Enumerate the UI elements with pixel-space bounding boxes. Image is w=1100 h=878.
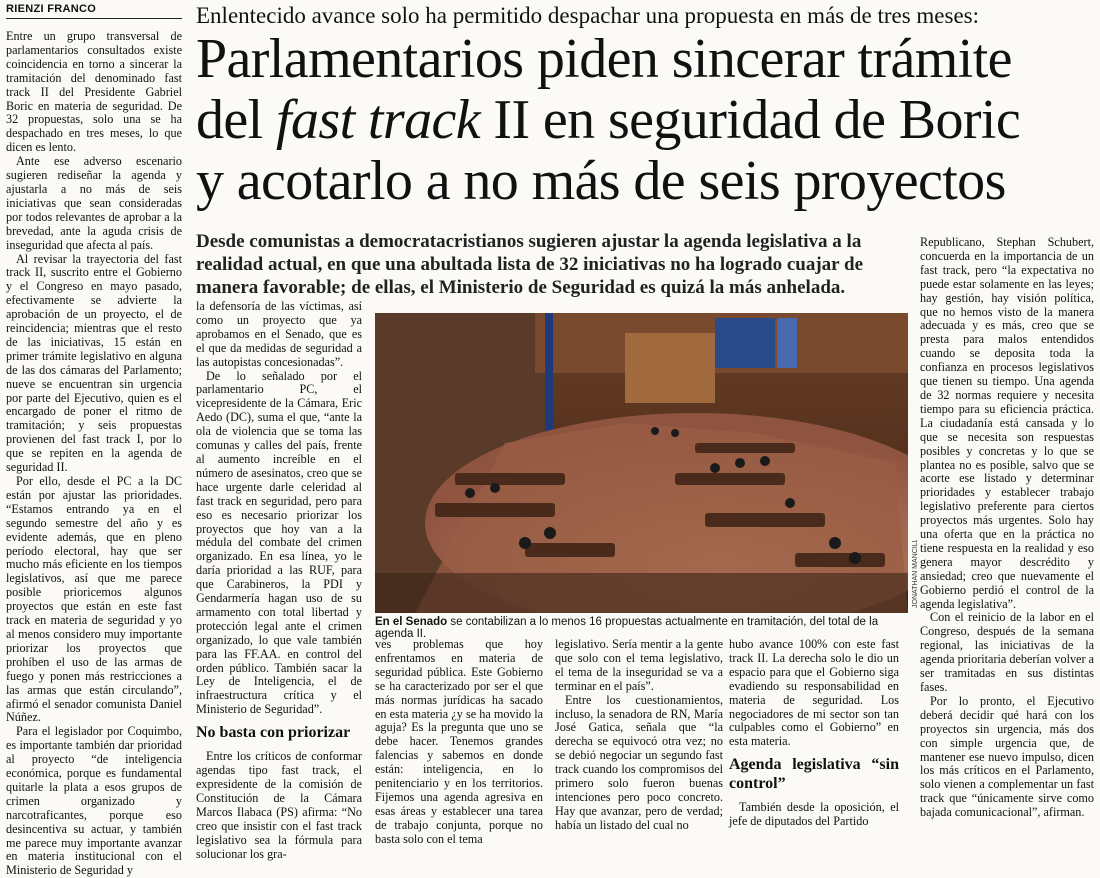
article-column-5	[555, 638, 723, 833]
article-column-7	[920, 236, 1094, 820]
paragraph: hubo avance 100% con este fast track II. La derecha solo le dio un espacio para que el Gobierno siga evadiendo su responsabilidad en materia de seguridad. Los negociadores de mi sector son tan culpables como el Gobierno” en esta materia.	[729, 637, 899, 749]
senate-photo	[375, 313, 908, 613]
headline-line-2: del fast track II en seguridad de Boric	[196, 89, 1021, 151]
paragraph: Entre los cuestionamientos, incluso, la senadora de RN, María José Gatica, señala que “la derecha se equivocó otra vez; no se debió negociar un segundo fast track cuando los compromisos del primero solo fueron buenas intenciones pero poco concreto. Hay que avanzar, pero de verdad; había un listado del cual no	[555, 692, 723, 832]
caption-bold: En el Senado	[375, 616, 448, 628]
headline-line-1: Parlamentarios piden sincerar trámite	[196, 28, 1012, 90]
paragraph: Por lo pronto, el Ejecutivo deberá decidir qué hará con los proyectos sin urgencia, más dos con simple urgencia que, de mantener ese nuevo impulso, dicen los más críticos en el Parlamento, solo vienen a complementar un fast track que “únicamente sirve como bajada comunicacional”, afirman.	[920, 693, 1094, 820]
subhead-agenda-legislativa: Agenda legislativa “sin control”	[729, 756, 899, 793]
paragraph: ves problemas que hoy enfrentamos en materia de seguridad pública. Este Gobierno se ha caracterizado por ser el que más normas jurídicas ha sacado en esta materia ¿y se ha movido la aguja? Es la pregunta que uno se debe hacer. Tenemos grandes falencias y sabemos en donde están: inteligencia, en lo penitenciario y en los territorios. Fijemos una agenda agresiva en esas áreas y establecer una tarea de trabajo conjunta, porque no basta solo con el tema	[375, 637, 543, 846]
paragraph: legislativo. Sería mentir a la gente que solo con el tema legislativo, el tema de la inseguridad se va a terminar en el país”.	[555, 637, 723, 693]
headline	[196, 29, 1020, 212]
paragraph: Republicano, Stephan Schubert, concuerda en la importancia de un fast track, pero “la expectativa no puede estar solamente en las leyes; hay gestión, hay visión política, que no hemos visto de la manera adecuada y es más, creo que se presta para malos entendidos cuando se deposita toda la confianza en procesos legislativos que tienen su tiempo. Una agenda de 32 normas requiere y necesita tiempo para su eficiencia práctica. La ciudadanía está cansada y lo que se necesita son respuestas posibles y concretas y lo que se plantea no es posible, salvo que se acorte ese listado y determinar prioridades y establecer trabajo legislativo preferente para ciertos proyectos más urgentes. Solo hay una oferta que en la práctica no tiene respuesta en la realidad y eso genera mayor descrédito y ansiedad; creo que nuevamente el Gobierno perdió el control de la agenda legislativa”.	[920, 235, 1094, 611]
byline: RIENZI FRANCO	[6, 3, 97, 15]
byline-rule	[6, 18, 182, 19]
paragraph: Por ello, desde el PC a la DC están por ajustar las prioridades. “Estamos entrando ya en el segundo semestre del año y es evidente además, que en pleno período electoral, hay que ser mucho más eficiente en los tiempos legislativos, así que me parece posible prioricemos algunos proyectos que están en este fast track en materia de seguridad y yo al menos considero muy importante priorizar los proyectos que prohíben el uso de las armas de fuego y ponen más restricciones a las armas que están circulando”, afirmó el senador comunista Daniel Núñez.	[6, 474, 182, 725]
article-column-2	[196, 300, 362, 861]
paragraph: De lo señalado por el parlamentario PC, el vicepresidente de la Cámara, Eric Aedo (DC), suma el que, “ante la ola de violencia que se toma las comunas y calles del país, frente al aumento increíble en el número de asesinatos, creo que se hace urgente darle celeridad al fast track en seguridad, pero para eso es necesario priorizar los proyectos que hoy van a la médula del combate del crimen organizado. En esa línea, yo le daría prioridad a las RUF, para que Carabineros, la PDI y Gendarmería hagan uso de su armamento con total libertad y protección legal ante el crimen organizado, lo que vale también para las FF.AA. en control del orden público. También sacar la Ley de Inteligencia, el de infraestructura crítica y el Ministerio de Seguridad”.	[196, 368, 362, 717]
paragraph: Entre los críticos de conformar agendas tipo fast track, el expresidente de la comisión de Constitución de la Cámara Marcos Ilabaca (PS) afirma: “No creo que insistir con el fast track legislativo sea la fórmula para solucionar los gra-	[196, 749, 362, 861]
paragraph: Ante ese adverso escenario sugieren rediseñar la agenda y ajustarla a no más de seis iniciativas que sean consideradas por todos relevantes de aprobar a la brevedad, ante la aguda crisis de inseguridad que afecta al país.	[6, 154, 182, 252]
article-column-1	[6, 30, 182, 878]
kicker: Enlentecido avance solo ha permitido despachar una propuesta en más de tres meses:	[196, 3, 979, 28]
headline-italic: fast track	[276, 89, 480, 151]
paragraph: Entre un grupo transversal de parlamentarios consultados existe coincidencia en torno a sincerar la tramitación del denominado fast track II del Presidente Gabriel Boric en materia de seguridad. De 32 propuestas, solo una se ha despachado en tres meses, lo que dicen es lento.	[6, 29, 182, 155]
senate-chamber-image	[375, 313, 908, 613]
paragraph: la defensoría de las víctimas, así como un proyecto que ya aprobamos en el Senado, que es el que da medidas de seguridad a las autopistas concesionadas”.	[196, 299, 362, 369]
headline-line-3: y acotarlo a no más de seis proyectos	[196, 150, 1006, 212]
lead-paragraph: Desde comunistas a democratacristianos sugieren ajustar la agenda legislativa a la realidad actual, en que una abultada lista de 32 iniciativas no ha logrado cuajar de manera favorable; de ellas, el Ministerio de Seguridad es quizá la más anhelada.	[196, 231, 864, 298]
article-column-6	[729, 638, 899, 829]
paragraph: Al revisar la trayectoria del fast track II, suscrito entre el Gobierno y el Congreso en mayo pasado, efectivamente se advierte la aprobación de un proyecto, el de reincidencia; mientras que el resto de las iniciativas, 15 están en primer trámite legislativo en alguna de las dos cámaras del Parlamento; nueve se encuentran sin urgencia por parte del Ejecutivo, quien es el encargado de poner el ritmo de tramitación; y seis propuestas provienen del fast track I, por lo que se repiten en la agenda de seguridad II.	[6, 251, 182, 475]
photo-credit-svg	[908, 540, 920, 610]
article-column-4	[375, 638, 543, 847]
photo-credit-text: JONATHAN MANCILLA	[912, 540, 919, 608]
caption-text: se contabilizan a lo menos 16 propuestas actualmente en tramitación, del total de la agenda II.	[375, 616, 879, 640]
paragraph: Para el legislador por Coquimbo, es importante también dar prioridad al proyecto “de inteligencia económica, porque es fundamental quitarle la plata a esos grupos de crimen organizado y narcotraficantes, porque eso desincentiva su actuar, y también me parece muy importante avanzar en materia institucional con el Ministerio de Seguridad y	[6, 724, 182, 878]
paragraph: Con el reinicio de la labor en el Congreso, después de la semana regional, las iniciativas de la agenda prioritaria deberían volver a ser tramitadas en sus distintas fases.	[920, 610, 1094, 694]
subhead-no-basta: No basta con priorizar	[196, 724, 351, 742]
paragraph: También desde la oposición, el jefe de diputados del Partido	[729, 800, 899, 829]
photo-credit	[908, 540, 920, 610]
